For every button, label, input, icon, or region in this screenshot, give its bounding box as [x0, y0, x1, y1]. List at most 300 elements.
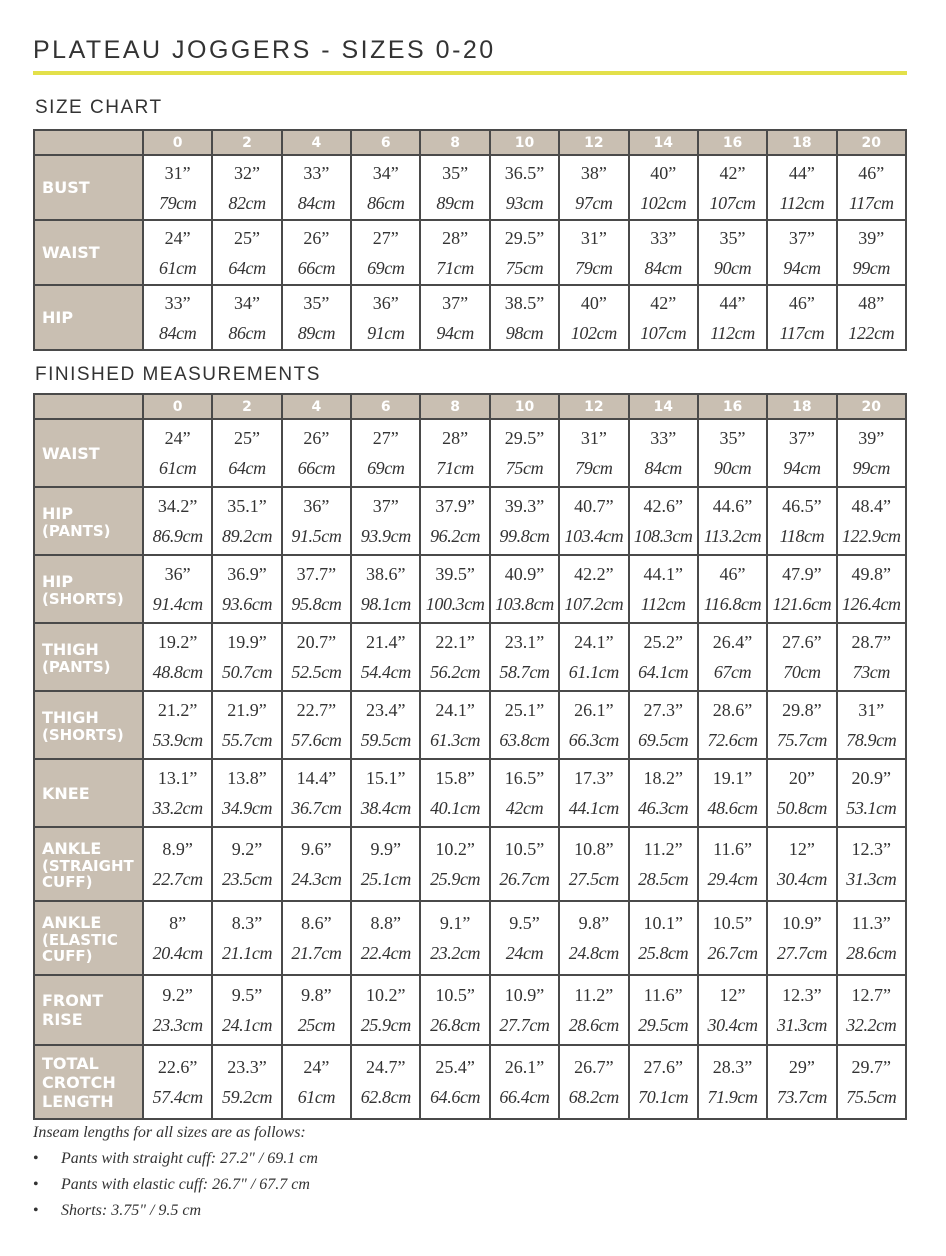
measurement-cell — [767, 975, 836, 1045]
inches-value: 21.9” — [227, 700, 267, 720]
cm-value: 61cm — [158, 257, 197, 278]
inches-value: 31” — [858, 700, 885, 720]
cm-value: 29.5cm — [638, 1015, 689, 1035]
inches-value: 42” — [650, 292, 677, 313]
cm-value: 56.2cm — [430, 662, 481, 682]
inches-value: 29.5” — [504, 428, 545, 448]
cm-value: 112cm — [779, 192, 825, 213]
measurement-cell — [351, 827, 420, 901]
measurement-cell — [282, 285, 351, 350]
row-label — [34, 555, 143, 623]
measurement-cell — [143, 623, 212, 691]
measurement-cell — [837, 827, 906, 901]
inches-value: 27” — [372, 227, 399, 248]
cm-value: 94cm — [783, 257, 821, 278]
inches-value: 10.8” — [574, 839, 614, 859]
inches-value: 24” — [303, 1057, 330, 1077]
row-label-text: WAIST — [42, 443, 100, 463]
cm-value: 102cm — [640, 192, 687, 213]
inseam-item-text: Shorts: 3.75" / 9.5 cm — [61, 1202, 202, 1219]
table-row — [34, 759, 906, 827]
cm-value: 40.1cm — [430, 798, 481, 818]
measurement-cell — [282, 901, 351, 975]
inches-value: 24.7” — [366, 1057, 406, 1077]
cm-value: 25.8cm — [638, 943, 689, 963]
cm-value: 97cm — [575, 192, 613, 213]
cm-value: 82cm — [228, 192, 266, 213]
inches-value: 26.4” — [712, 632, 753, 652]
measurement-cell — [698, 827, 767, 901]
measurement-cell — [143, 975, 212, 1045]
cm-value: 79cm — [575, 257, 613, 278]
inches-value: 10.1” — [643, 913, 683, 933]
cm-value: 23.2cm — [430, 943, 481, 963]
row-label — [34, 759, 143, 827]
measurement-cell — [212, 759, 281, 827]
inches-value: 24” — [164, 227, 191, 248]
inches-value: 21.2” — [157, 700, 198, 720]
cm-value: 61.3cm — [430, 730, 481, 750]
measurement-cell — [490, 691, 559, 759]
inches-value: 39.3” — [504, 496, 545, 516]
cm-value: 78.9cm — [846, 730, 897, 750]
table-row — [34, 555, 906, 623]
measurement-cell — [767, 901, 836, 975]
measurement-cell — [767, 691, 836, 759]
cm-value: 61cm — [297, 1087, 336, 1107]
cm-value: 107cm — [709, 192, 756, 213]
measurement-cell — [282, 155, 351, 220]
measurement-cell — [698, 901, 767, 975]
table-row — [34, 285, 906, 350]
cm-value: 108.3cm — [633, 526, 693, 546]
row-label-text: THIGH — [42, 639, 99, 659]
inches-value: 14.4” — [296, 768, 337, 788]
size-header: 2 — [212, 394, 281, 419]
measurement-cell — [351, 901, 420, 975]
inches-value: 9.8” — [301, 985, 332, 1005]
measurement-cell — [629, 691, 698, 759]
inches-value: 36” — [303, 496, 330, 516]
cm-value: 70.1cm — [638, 1087, 689, 1107]
size-header: 12 — [559, 130, 628, 155]
measurement-cell — [698, 155, 767, 220]
measurement-cell — [629, 555, 698, 623]
cm-value: 59.5cm — [360, 730, 411, 750]
cm-value: 24.3cm — [291, 869, 342, 889]
inches-value: 37.9” — [435, 496, 475, 516]
cm-value: 31.3cm — [776, 1015, 827, 1035]
inches-value: 47.9” — [782, 564, 822, 584]
size-header: 4 — [282, 394, 351, 419]
size-header: 0 — [143, 394, 212, 419]
inches-value: 9.1” — [439, 913, 471, 933]
measurement-cell — [837, 975, 906, 1045]
cm-value: 94cm — [436, 322, 474, 343]
measurement-cell — [351, 759, 420, 827]
size-header-row — [34, 394, 906, 419]
measurement-cell — [559, 691, 628, 759]
measurement-cell — [698, 555, 767, 623]
measurement-cell — [420, 975, 489, 1045]
measurement-cell — [629, 623, 698, 691]
inches-value: 12.7” — [851, 985, 892, 1005]
row-label-text: HIP — [42, 571, 74, 591]
cm-value: 91cm — [367, 322, 405, 343]
measurement-cell — [420, 691, 489, 759]
bullet-icon: • — [33, 1150, 39, 1167]
cm-value: 25.9cm — [360, 1015, 411, 1035]
measurement-cell — [282, 220, 351, 285]
row-label — [34, 155, 143, 220]
inches-value: 10.5” — [435, 985, 475, 1005]
row-label-text: ANKLE — [42, 838, 102, 858]
measurement-cell — [698, 691, 767, 759]
inches-value: 29.7” — [851, 1057, 892, 1077]
table-row — [34, 827, 906, 901]
measurement-cell — [559, 555, 628, 623]
inches-value: 34.2” — [157, 496, 198, 516]
cm-value: 90cm — [713, 257, 752, 278]
measurement-cell — [143, 555, 212, 623]
inches-value: 33” — [303, 162, 330, 183]
cm-value: 84cm — [297, 192, 336, 213]
cm-value: 46.3cm — [638, 798, 689, 818]
inches-value: 37” — [372, 496, 399, 516]
cm-value: 94cm — [783, 458, 821, 478]
measurement-cell — [282, 759, 351, 827]
measurement-cell — [837, 759, 906, 827]
bullet-icon: • — [33, 1202, 39, 1219]
inches-value: 10.2” — [435, 839, 475, 859]
cm-value: 103.4cm — [564, 526, 624, 546]
inches-value: 49.8” — [851, 564, 892, 584]
cm-value: 23.3cm — [152, 1015, 203, 1035]
inches-value: 42.2” — [574, 564, 614, 584]
inches-value: 44.1” — [643, 564, 683, 584]
measurement-cell — [837, 220, 906, 285]
inches-value: 26” — [303, 227, 330, 248]
inches-value: 34” — [234, 292, 261, 313]
measurement-cell — [698, 623, 767, 691]
inches-value: 8.3” — [231, 913, 263, 933]
measurement-cell — [212, 487, 281, 555]
inches-value: 25” — [234, 227, 261, 248]
cm-value: 64.1cm — [638, 662, 689, 682]
measurement-cell — [143, 691, 212, 759]
inches-value: 38” — [580, 162, 607, 183]
inseam-note: Inseam lengths for all sizes are as follows: — [33, 1124, 306, 1141]
cm-value: 121.6cm — [772, 594, 832, 614]
measurement-cell — [420, 419, 489, 487]
size-header: 10 — [490, 130, 559, 155]
measurement-cell — [282, 487, 351, 555]
inches-value: 46” — [719, 564, 746, 584]
measurement-cell — [767, 759, 836, 827]
measurement-cell — [698, 285, 767, 350]
cm-value: 61cm — [158, 458, 197, 478]
measurement-cell — [143, 285, 212, 350]
row-label — [34, 1045, 143, 1119]
measurement-cell — [282, 827, 351, 901]
size-header: 4 — [282, 130, 351, 155]
measurement-cell — [767, 623, 836, 691]
measurement-cell — [698, 1045, 767, 1119]
inches-value: 44” — [719, 292, 746, 313]
cm-value: 23.5cm — [221, 869, 273, 889]
cm-value: 117cm — [779, 322, 825, 343]
inches-value: 33” — [650, 428, 677, 448]
inches-value: 27.3” — [643, 700, 683, 720]
inches-value: 46” — [788, 292, 815, 313]
measurement-cell — [143, 487, 212, 555]
measurement-cell — [351, 623, 420, 691]
cm-value: 21.1cm — [221, 943, 273, 963]
cm-value: 75cm — [505, 257, 544, 278]
inches-value: 37” — [442, 292, 469, 313]
measurement-cell — [212, 623, 281, 691]
measurement-cell — [143, 155, 212, 220]
title-underline — [33, 71, 907, 75]
row-label — [34, 623, 143, 691]
size-header: 2 — [212, 130, 281, 155]
measurement-cell — [351, 555, 420, 623]
cm-value: 84cm — [158, 322, 197, 343]
inches-value: 10.5” — [712, 913, 753, 933]
cm-value: 90cm — [713, 458, 752, 478]
finished-measurements-heading: FINISHED MEASUREMENTS — [35, 364, 321, 385]
inseam-list — [33, 1146, 318, 1224]
table-row — [34, 691, 906, 759]
inches-value: 33” — [164, 292, 191, 313]
measurement-cell — [351, 691, 420, 759]
inches-value: 17.3” — [574, 768, 614, 788]
inches-value: 12.3” — [851, 839, 892, 859]
table-row — [34, 623, 906, 691]
cm-value: 122cm — [848, 322, 895, 343]
cm-value: 99cm — [852, 257, 890, 278]
inches-value: 19.2” — [157, 632, 198, 652]
inches-value: 35.1” — [227, 496, 267, 516]
measurement-cell — [837, 285, 906, 350]
measurement-cell — [420, 487, 489, 555]
inches-value: 37” — [788, 428, 815, 448]
inches-value: 12” — [719, 985, 746, 1005]
measurement-cell — [698, 975, 767, 1045]
measurement-cell — [212, 975, 281, 1045]
row-label — [34, 827, 143, 901]
cm-value: 126.4cm — [841, 594, 901, 614]
cm-value: 62.8cm — [360, 1087, 411, 1107]
cm-value: 68.2cm — [568, 1087, 619, 1107]
inches-value: 31” — [580, 227, 607, 248]
cm-value: 30.4cm — [707, 1015, 758, 1035]
measurement-cell — [837, 623, 906, 691]
row-label-subtext: (PANTS) — [42, 521, 111, 540]
inches-value: 42.6” — [643, 496, 683, 516]
inches-value: 25” — [234, 428, 261, 448]
inches-value: 34” — [372, 162, 399, 183]
inches-value: 35” — [719, 227, 746, 248]
row-label-subtext: (ELASTIC CUFF) — [42, 930, 118, 965]
inches-value: 22.6” — [157, 1057, 198, 1077]
table-row — [34, 975, 906, 1045]
measurement-cell — [212, 901, 281, 975]
cm-value: 71cm — [436, 458, 474, 478]
cm-value: 50.7cm — [221, 662, 273, 682]
table-row — [34, 419, 906, 487]
measurement-cell — [282, 623, 351, 691]
measurement-cell — [490, 419, 559, 487]
inches-value: 24.1” — [435, 700, 475, 720]
inches-value: 12.3” — [782, 985, 822, 1005]
cm-value: 31.3cm — [846, 869, 897, 889]
page-title: PLATEAU JOGGERS - SIZES 0-20 — [33, 36, 496, 64]
row-label — [34, 285, 143, 350]
inches-value: 12” — [788, 839, 815, 859]
cm-value: 73.7cm — [776, 1087, 827, 1107]
cm-value: 34.9cm — [221, 798, 273, 818]
measurement-cell — [351, 419, 420, 487]
size-header: 12 — [559, 394, 628, 419]
inches-value: 39” — [858, 428, 885, 448]
inches-value: 23.4” — [366, 700, 406, 720]
size-chart-heading: SIZE CHART — [35, 97, 163, 118]
inches-value: 9.2” — [231, 839, 263, 859]
row-label — [34, 487, 143, 555]
measurement-cell — [698, 220, 767, 285]
measurement-cell — [420, 155, 489, 220]
inches-value: 40” — [650, 162, 677, 183]
measurement-cell — [420, 285, 489, 350]
cm-value: 24.8cm — [568, 943, 619, 963]
cm-value: 86.9cm — [152, 526, 203, 546]
measurement-cell — [559, 419, 628, 487]
cm-value: 27.7cm — [499, 1015, 550, 1035]
measurement-cell — [559, 975, 628, 1045]
cm-value: 112cm — [710, 322, 755, 343]
measurement-cell — [698, 419, 767, 487]
measurement-cell — [559, 220, 628, 285]
measurement-cell — [490, 220, 559, 285]
cm-value: 75cm — [505, 458, 544, 478]
header-corner — [34, 394, 143, 419]
measurement-cell — [698, 487, 767, 555]
cm-value: 99cm — [852, 458, 890, 478]
cm-value: 79cm — [158, 192, 197, 213]
cm-value: 86cm — [367, 192, 405, 213]
row-label — [34, 419, 143, 487]
measurement-cell — [629, 901, 698, 975]
inseam-item-text: Pants with straight cuff: 27.2" / 69.1 cm — [61, 1150, 318, 1167]
measurement-cell — [767, 487, 836, 555]
inches-value: 35” — [303, 292, 330, 313]
cm-value: 26.7cm — [499, 869, 550, 889]
measurement-cell — [629, 285, 698, 350]
inches-value: 24.1” — [574, 632, 614, 652]
inches-value: 38.6” — [366, 564, 406, 584]
measurement-cell — [837, 555, 906, 623]
size-header: 6 — [351, 394, 420, 419]
inches-value: 22.7” — [296, 700, 337, 720]
measurement-cell — [629, 975, 698, 1045]
cm-value: 58.7cm — [499, 662, 550, 682]
measurement-cell — [629, 827, 698, 901]
table-row — [34, 1045, 906, 1119]
cm-value: 84cm — [644, 257, 682, 278]
size-header: 20 — [837, 130, 906, 155]
inches-value: 35” — [719, 428, 746, 448]
measurement-cell — [767, 220, 836, 285]
inches-value: 9.5” — [509, 913, 540, 933]
measurement-cell — [767, 827, 836, 901]
cm-value: 69.5cm — [638, 730, 689, 750]
inches-value: 9.5” — [231, 985, 263, 1005]
inches-value: 11.6” — [643, 985, 683, 1005]
inches-value: 15.1” — [366, 768, 406, 788]
inches-value: 38.5” — [504, 292, 545, 313]
cm-value: 93.6cm — [221, 594, 273, 614]
cm-value: 57.4cm — [152, 1087, 203, 1107]
row-label — [34, 220, 143, 285]
measurement-cell — [559, 285, 628, 350]
cm-value: 103.8cm — [495, 594, 554, 614]
inches-value: 29.8” — [782, 700, 822, 720]
measurement-cell — [351, 975, 420, 1045]
row-label-text: BUST — [42, 178, 90, 197]
cm-value: 24.1cm — [221, 1015, 273, 1035]
cm-value: 84cm — [644, 458, 682, 478]
inches-value: 35” — [442, 162, 469, 183]
inches-value: 9.2” — [162, 985, 193, 1005]
measurement-cell — [143, 220, 212, 285]
table-row — [34, 155, 906, 220]
inches-value: 32” — [234, 162, 261, 183]
cm-value: 67cm — [713, 662, 752, 682]
cm-value: 28.6cm — [846, 943, 897, 963]
measurement-cell — [559, 827, 628, 901]
cm-value: 22.4cm — [360, 943, 411, 963]
cm-value: 27.5cm — [568, 869, 619, 889]
table-row — [34, 220, 906, 285]
measurement-cell — [143, 1045, 212, 1119]
cm-value: 54.4cm — [360, 662, 411, 682]
measurement-cell — [629, 759, 698, 827]
inseam-item-text: Pants with elastic cuff: 26.7" / 67.7 cm — [61, 1176, 310, 1193]
measurement-cell — [490, 285, 559, 350]
measurement-cell — [837, 419, 906, 487]
measurement-cell — [837, 1045, 906, 1119]
cm-value: 66cm — [297, 458, 336, 478]
inches-value: 28.6” — [712, 700, 753, 720]
cm-value: 75.7cm — [776, 730, 827, 750]
inseam-item — [33, 1198, 318, 1224]
cm-value: 53.9cm — [152, 730, 203, 750]
cm-value: 66.3cm — [568, 730, 619, 750]
measurement-cell — [143, 901, 212, 975]
cm-value: 73cm — [852, 662, 890, 682]
size-header: 0 — [143, 130, 212, 155]
cm-value: 86cm — [228, 322, 266, 343]
inches-value: 36.5” — [504, 162, 545, 183]
measurement-cell — [629, 220, 698, 285]
measurement-cell — [837, 691, 906, 759]
inches-value: 26.1” — [574, 700, 614, 720]
measurement-cell — [420, 555, 489, 623]
inches-value: 8.8” — [370, 913, 401, 933]
inches-value: 48.4” — [851, 496, 892, 516]
measurement-cell — [767, 155, 836, 220]
